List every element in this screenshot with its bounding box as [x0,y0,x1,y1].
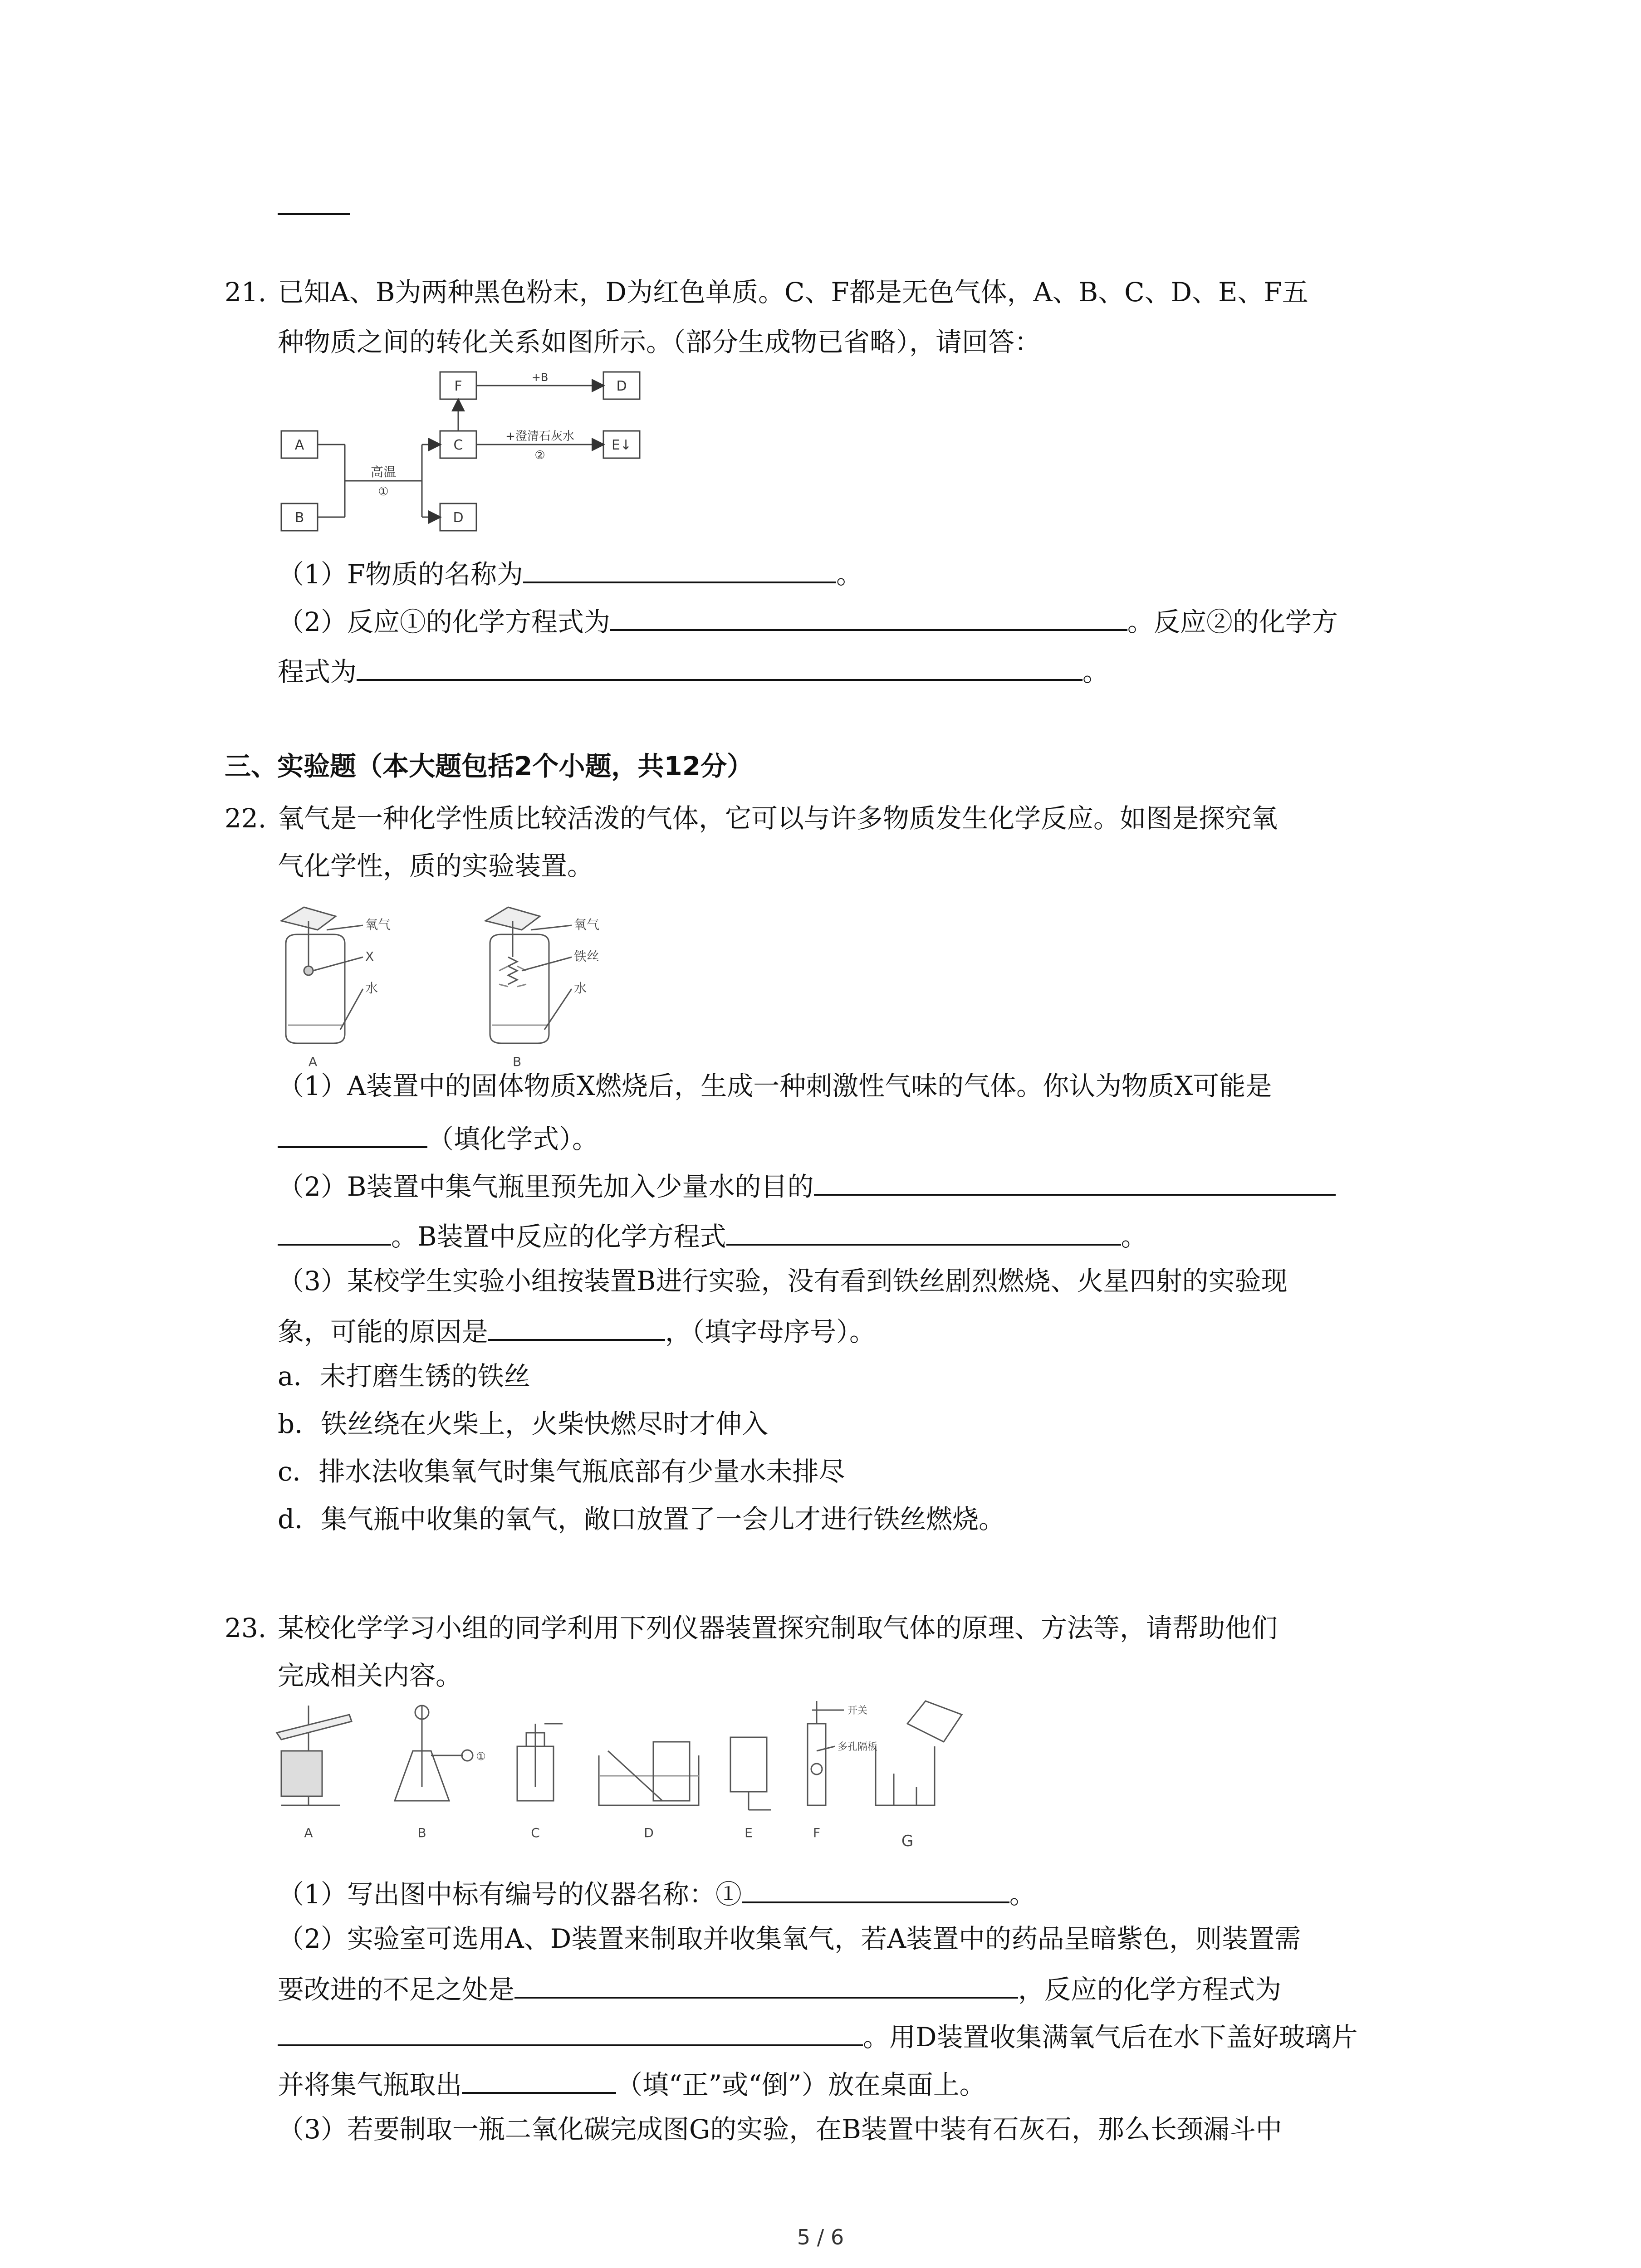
label-c: C [453,437,463,453]
q21-stem-line-2: 种物质之间的转化关系如图所示。（部分生成物已省略），请回答： [278,327,1041,357]
q22-p1-answer-blank[interactable] [278,1123,427,1148]
q22-part-3-cont [278,1315,876,1348]
q23-p2-text-2: 要改进的不足之处是 [278,1974,515,2005]
q22-p3-end: ，（填字母序号）。 [665,1316,876,1348]
q23-stem-line-1: 某校化学学习小组的同学利用下列仪器装置探究制取气体的原理、方法等，请帮助他们 [278,1613,1278,1643]
apparatus-a-label: A [304,1825,313,1840]
apparatus-e [730,1737,771,1810]
q22-part-3: （3）某校学生实验小组按装置B进行实验，没有看到铁丝剧烈燃烧、火星四射的实验现 [278,1266,1288,1296]
apparatus-f [808,1701,844,1805]
q23-p2-text-4: 。用D装置收集满氧气后在水下盖好玻璃片 [863,2022,1358,2053]
q21-p2-text: （2）反应①的化学方程式为 [278,606,610,638]
q21-p2-text-3: 程式为 [278,656,357,688]
q23-number: 23. [225,1613,267,1643]
q22-option-a: a．未打磨生锈的铁丝 [278,1361,530,1392]
apparatus-g-label: G [901,1832,914,1850]
q21-transformation-diagram [277,363,658,544]
q21-part-2-cont [278,655,1109,688]
page-number: 5 / 6 [797,2225,844,2249]
fig-b-label-water: 水 [574,981,587,996]
q22-option-b: b．铁丝绕在火柴上，火柴快燃尽时才伸入 [278,1408,769,1439]
q22-p2-text-2: 。B装置中反应的化学方程式 [391,1221,726,1252]
q22-p2-answer-blank-1[interactable] [814,1170,1336,1196]
q23-stem-line-2: 完成相关内容。 [278,1660,462,1691]
q22-p2-answer-blank-2[interactable] [726,1220,1121,1246]
apparatus-b [395,1706,473,1801]
q23-p2-text-5: 并将集气瓶取出 [278,2069,462,2101]
q22-p3-answer-blank[interactable] [488,1315,665,1341]
q22-p3-text: 象，可能的原因是 [278,1316,489,1348]
apparatus-f-label: F [813,1825,821,1840]
q22-p2-end: 。 [1121,1221,1147,1252]
q23-part-2-cont-1 [278,1973,1281,2003]
q23-p2-text-3: ，反应的化学方程式为 [1018,1974,1282,2005]
q23-part-2: （2）实验室可选用A、D装置来制取并收集氧气，若A装置中的药品呈暗紫色，则装置需 [278,1923,1301,1954]
q22-part-2 [278,1170,1336,1200]
q22-p2-text: （2）B装置中集气瓶里预先加入少量水的目的 [278,1171,814,1202]
q21-p2-answer-blank-2[interactable] [357,655,1083,681]
q23-part-3: （3）若要制取一瓶二氧化碳完成图G的实验，在B装置中装有石灰石，那么长颈漏斗中 [278,2114,1282,2145]
q23-p2-answer-blank-3[interactable] [462,2068,616,2094]
apparatus-f-switch-label: 开关 [847,1705,868,1716]
q22-apparatus-a [277,903,426,1070]
q23-p1-text: （1）写出图中标有编号的仪器名称：① [278,1879,742,1910]
q23-part-1 [278,1878,1036,1910]
q22-part-1: （1）A装置中的固体物质X燃烧后，生成一种刺激性气味的气体。你认为物质X可能是 [278,1070,1272,1101]
apparatus-d [599,1742,699,1805]
apparatus-e-label: E [745,1825,753,1840]
cond-high-temp: 高温 [370,464,397,479]
label-f: F [454,378,462,394]
label-b: B [294,510,304,526]
apparatus-c [517,1724,563,1801]
cond-1: ① [378,485,389,499]
fig-a-caption: A [309,1054,318,1069]
section-3-title: 三、实验题（本大题包括2个小题，共12分） [225,751,754,782]
q23-p2-end: （填“正”或“倒”）放在桌面上。 [616,2069,986,2101]
q21-p2-end: 。 [1083,656,1109,688]
fig-a-label-water: 水 [365,981,378,996]
label-d-top: D [616,378,627,394]
apparatus-c-label: C [531,1825,540,1840]
q22-option-d: d．集气瓶中收集的氧气，敞口放置了一会儿才进行铁丝燃烧。 [278,1504,1005,1535]
previous-question-blank [278,213,350,215]
label-e: E↓ [611,437,632,453]
q21-p1-answer-blank[interactable] [523,558,836,583]
q22-part-2-cont [278,1220,1147,1250]
fig-b-label-oxygen: 氧气 [574,917,600,932]
q21-stem-line-1: 已知A、B为两种黑色粉末，D为红色单质。C、F都是无色气体，A、B、C、D、E、F五 [278,277,1308,308]
q22-stem-line-1: 氧气是一种化学性质比较活泼的气体，它可以与许多物质发生化学反应。如图是探究氧 [278,803,1278,834]
cond-2: ② [534,449,545,462]
q23-p1-answer-blank[interactable] [742,1878,1009,1903]
q22-option-c: c．排水法收集氧气时集气瓶底部有少量水未排尽 [278,1456,845,1487]
apparatus-b-mark-1: ① [476,1750,486,1763]
q23-apparatus-row [272,1696,1134,1873]
apparatus-g [876,1701,962,1805]
q21-p1-text: （1）F物质的名称为 [278,559,524,590]
q22-number: 22. [225,803,267,834]
q21-p1-end: 。 [836,559,863,590]
apparatus-f-plate-label: 多孔隔板 [837,1741,878,1753]
fig-a-label-x: X [365,949,374,964]
q23-part-2-cont-2 [278,2021,1358,2053]
apparatus-a [277,1706,352,1805]
label-a: A [294,437,304,453]
q22-part-1-cont [278,1123,599,1155]
fig-a-label-oxygen: 氧气 [365,917,391,932]
cond-limewater: +澄清石灰水 [505,430,574,443]
q21-p2-answer-blank-1[interactable] [610,606,1127,631]
q23-part-2-cont-3 [278,2068,986,2101]
apparatus-b-label: B [417,1825,426,1840]
q23-p2-answer-blank-2[interactable] [278,2021,863,2046]
q21-number: 21. [225,277,267,308]
q22-p2-answer-blank-1b[interactable] [278,1220,391,1246]
label-d-bottom: D [453,510,464,526]
q22-apparatus-b [481,903,635,1070]
q23-p2-answer-blank-1[interactable] [514,1973,1018,1999]
q21-p2-text-2: 。反应②的化学方 [1127,606,1338,638]
fig-b-caption: B [513,1054,522,1069]
q22-p1-end: （填化学式）。 [427,1124,599,1155]
cond-plus-b: +B [531,371,549,384]
q21-part-2 [278,606,1338,638]
q22-stem-line-2: 气化学性，质的实验装置。 [278,850,594,881]
fig-b-label-iron-wire: 铁丝 [574,949,600,964]
q21-part-1 [278,558,863,590]
q23-p1-end: 。 [1009,1879,1036,1910]
apparatus-d-label: D [644,1825,654,1840]
